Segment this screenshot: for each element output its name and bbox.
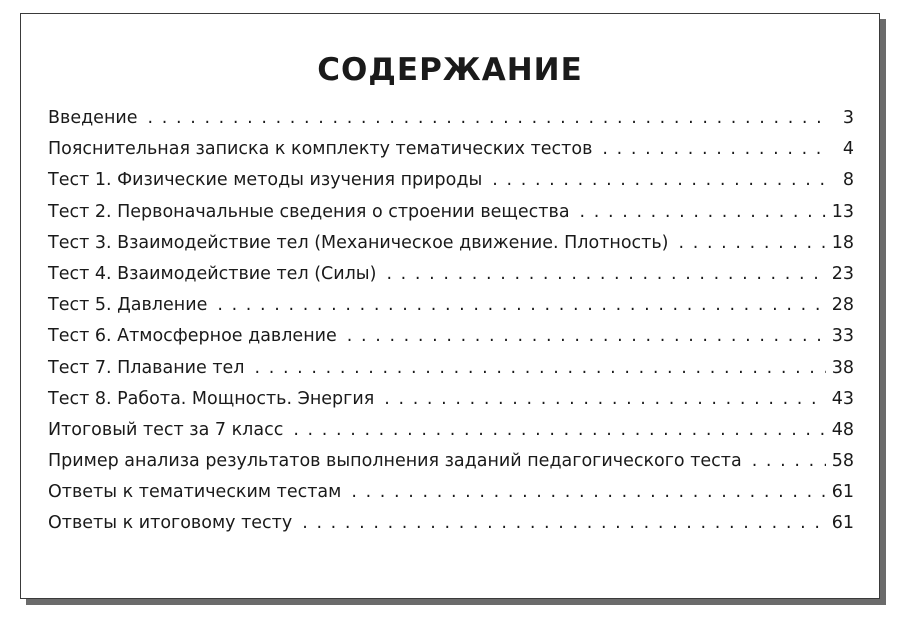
toc-entry-title: Пояснительная записка к комплекту тематических тестов xyxy=(48,139,593,160)
toc-entry xyxy=(48,482,854,513)
toc-entry xyxy=(48,513,854,544)
toc-entry-page: 28 xyxy=(831,295,854,316)
toc-entry-page: 3 xyxy=(842,108,854,128)
table-of-contents xyxy=(48,108,854,545)
toc-entry xyxy=(48,202,854,233)
dot-leader xyxy=(752,451,826,471)
toc-entry-page: 23 xyxy=(831,263,854,284)
toc-entry-title: Ответы к итоговому тесту xyxy=(48,513,293,534)
dot-leader xyxy=(384,389,825,409)
toc-entry-title: Ответы к тематическим тестам xyxy=(48,482,342,503)
dot-leader xyxy=(602,139,828,159)
toc-entry xyxy=(48,420,854,451)
dot-leader xyxy=(347,326,826,346)
toc-entry xyxy=(48,326,854,357)
toc-entry-title: Итоговый тест за 7 класс xyxy=(48,419,284,440)
toc-entry-page: 61 xyxy=(831,482,854,503)
toc-entry xyxy=(48,233,854,264)
dot-leader xyxy=(293,420,825,440)
toc-entry-page: 43 xyxy=(831,388,854,409)
toc-entry-title: Введение xyxy=(48,108,138,128)
toc-entry xyxy=(48,264,854,295)
toc-entry-page: 38 xyxy=(831,357,854,378)
toc-entry-title: Тест 7. Плавание тел xyxy=(48,357,245,378)
toc-entry-title: Пример анализа результатов выполнения заданий педагогического теста xyxy=(48,451,742,472)
dot-leader xyxy=(148,108,828,128)
toc-entry-page: 18 xyxy=(831,232,854,253)
toc-entry-page: 8 xyxy=(842,170,854,191)
toc-entry-page: 13 xyxy=(831,201,854,222)
toc-entry xyxy=(48,358,854,389)
toc-entry-page: 33 xyxy=(831,326,854,347)
toc-entry-page: 61 xyxy=(831,513,854,534)
toc-entry-page: 4 xyxy=(842,139,854,160)
toc-entry-title: Тест 4. Взаимодействие тел (Силы) xyxy=(48,263,377,284)
toc-entry xyxy=(48,108,854,139)
dot-leader xyxy=(351,482,825,502)
dot-leader xyxy=(302,513,826,533)
toc-entry-title: Тест 6. Атмосферное давление xyxy=(48,326,337,347)
dot-leader xyxy=(217,295,825,315)
toc-entry-title: Тест 1. Физические методы изучения природы xyxy=(48,170,483,191)
toc-entry xyxy=(48,451,854,482)
toc-entry-page: 58 xyxy=(831,451,854,472)
dot-leader xyxy=(492,170,828,190)
dot-leader xyxy=(386,264,825,284)
toc-entry-title: Тест 2. Первоначальные сведения о строении вещества xyxy=(48,201,570,222)
toc-entry-page: 48 xyxy=(831,419,854,440)
page-title: СОДЕРЖАНИЕ xyxy=(317,52,583,88)
toc-entry xyxy=(48,139,854,170)
dot-leader xyxy=(580,202,826,222)
toc-entry xyxy=(48,170,854,201)
toc-entry xyxy=(48,295,854,326)
dot-leader xyxy=(679,233,826,253)
toc-entry-title: Тест 8. Работа. Мощность. Энергия xyxy=(48,388,375,409)
toc-entry-title: Тест 3. Взаимодействие тел (Механическое движение. Плотность) xyxy=(48,232,669,253)
toc-entry xyxy=(48,389,854,420)
toc-entry-title: Тест 5. Давление xyxy=(48,295,208,316)
document-page xyxy=(20,13,880,599)
dot-leader xyxy=(255,358,826,378)
